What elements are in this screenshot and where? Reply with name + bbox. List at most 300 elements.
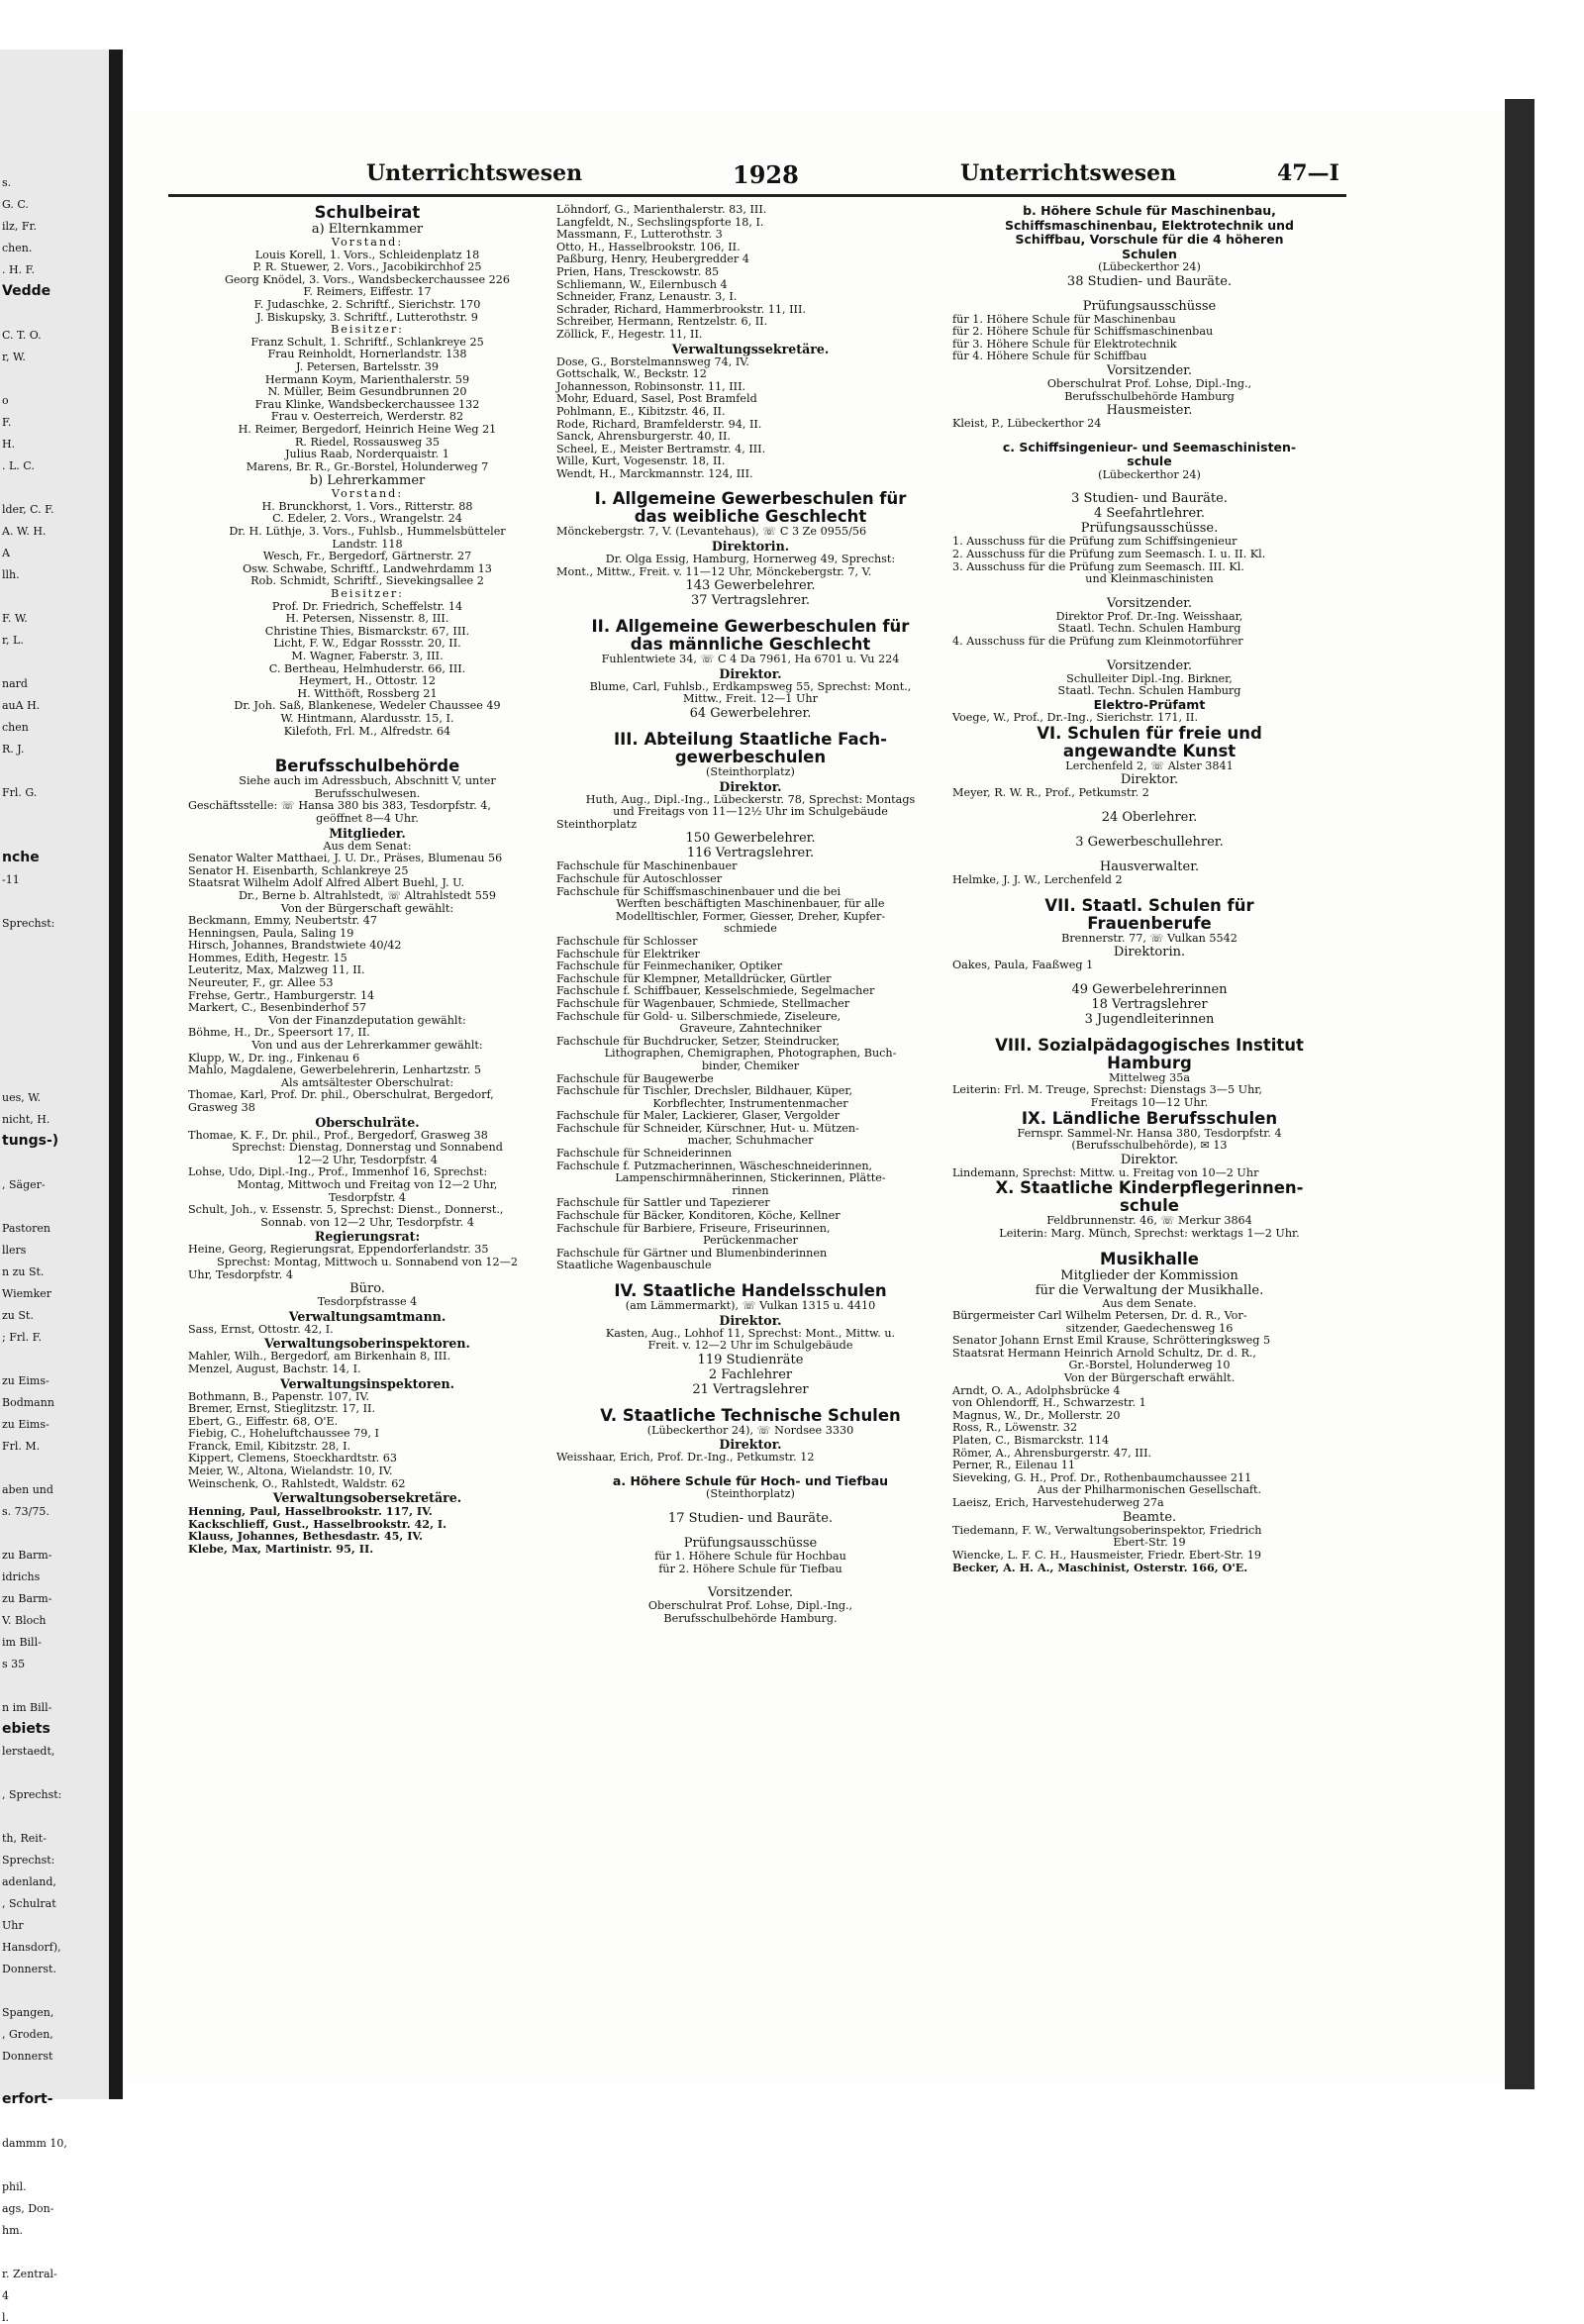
text-line: Franz Schult, 1. Schriftf., Schlankreye 25 [250,335,484,349]
text-line: Senator Johann Ernst Emil Krause, Schrötteringksweg 5 [952,1334,1271,1348]
text-line: Staatsrat Hermann Heinrich Arnold Schultz, Dr. d. R., [952,1346,1256,1360]
facing-page-fragment: n im Bill- [2,1701,52,1714]
section-heading: Direktor. [719,1312,782,1328]
text-line: F. Reimers, Eiffestr. 17 [303,285,432,299]
text-line: Lindemann, Sprechst: Mittw. u. Freitag von 10—2 Uhr [952,1165,1259,1179]
facing-page-fragment: 4 [2,2289,9,2302]
section-heading: Elektro-Prüfamt [1093,696,1206,712]
text-line: Wendt, H., Marckmannstr. 124, III. [556,466,753,480]
text-line: Fachschule für Schiffsmaschinenbauer und die bei [556,884,842,898]
text-line: Mont., Mittw., Freit. v. 11—12 Uhr, Mönckebergstr. 7, V. [556,564,872,578]
section-heading: Schulen [1122,246,1177,261]
text-line: Wille, Kurt, Vogesenstr. 18, II. [556,455,726,468]
text-line: Hommes, Edith, Hegestr. 15 [188,951,347,964]
facing-page-fragment: C. T. O. [2,329,42,342]
text-line: H. Brunckhorst, 1. Vors., Ritterstr. 88 [261,499,473,513]
text-line: Lithographen, Chemigraphen, Photographen, Buch- [604,1047,897,1061]
text-line: geöffnet 8—4 Uhr. [316,811,419,825]
text-line: Von der Bürgerschaft gewählt: [280,901,454,915]
text-line: Frau Klinke, Wandsbeckerchaussee 132 [254,397,480,411]
text-line: Beisitzer: [331,587,404,601]
text-line: Dr. H. Lüthje, 3. Vors., Fuhlsb., Hummelsbütteler [229,525,506,539]
section-heading: Hamburg [1107,1053,1192,1072]
section-heading: Direktor. [719,778,782,794]
text-line: Johannesson, Robinsonstr. 11, III. [556,379,746,393]
facing-page-fragment: llh. [2,568,20,581]
text-line: 150 Gewerbelehrer. [685,831,816,847]
text-line: für 2. Höhere Schule für Schiffsmaschinenbau [952,325,1214,339]
text-line: (Lübeckerthor 24), ☏ Nordsee 3330 [646,1423,854,1437]
facing-page-fragment: -11 [2,873,20,886]
spacer [952,649,1346,658]
text-line: 64 Gewerbelehrer. [689,706,812,722]
text-line: Pohlmann, E., Kibitzstr. 46, II. [556,404,726,418]
text-line: Arndt, O. A., Adolphsbrücke 4 [952,1383,1121,1397]
facing-page-fragment: ; Frl. F. [2,1331,43,1344]
text-line: Berufsschulbehörde Hamburg. [663,1611,838,1625]
text-line: Rode, Richard, Bramfelderstr. 94, II. [556,417,762,431]
section-heading: Oberschulräte. [315,1114,420,1130]
text-line: 17 Studien- und Bauräte. [667,1511,834,1527]
text-line: für die Verwaltung der Musikhalle. [1035,1282,1264,1298]
text-line: Franck, Emil, Kibitzstr. 28, I. [188,1439,351,1453]
text-line: Fachschule f. Schiffbauer, Kesselschmiede, Segelmacher [556,984,875,998]
facing-page-fragment: Frl. G. [2,786,38,799]
text-line: Prien, Hans, Tresckowstr. 85 [556,264,720,278]
text-line: Fachschule für Gold- u. Silberschmiede, Ziseleure, [556,1009,842,1023]
section-heading: Regierungsrat: [314,1229,421,1245]
text-line: Markert, C., Besenbinderhof 57 [188,1001,367,1015]
text-line: Modelltischler, Former, Giesser, Dreher, Kupfer- [615,909,886,923]
facing-page-fragment: l. [2,2311,10,2324]
text-line: Fachschule für Sattler und Tapezierer [556,1196,770,1210]
text-line: Dose, G., Borstelmannsweg 74, IV. [556,354,749,368]
text-line: für 2. Höhere Schule für Tiefbau [658,1562,842,1575]
spacer [952,1241,1346,1251]
text-line: Kackschlieff, Gust., Hasselbrookstr. 42, I. [188,1516,446,1531]
text-line: für 3. Höhere Schule für Elektrotechnik [952,337,1177,351]
text-line: W. Hintmann, Alardusstr. 15, I. [280,711,454,725]
text-line: Otto, H., Hasselbrookstr. 106, II. [556,240,741,253]
facing-page-fragment: lerstaedt, [2,1745,55,1758]
text-line: Vorsitzender. [1106,595,1193,611]
text-line: Rob. Schmidt, Schriftf., Sievekingsallee 2 [250,574,484,588]
text-line: Korbflechter, Instrumentenmacher [652,1096,848,1110]
text-line: (Lübeckerthor 24) [1098,467,1201,481]
text-line: Mittw., Freit. 12—1 Uhr [683,692,818,706]
text-line: Sonnab. von 12—2 Uhr, Tesdorpfstr. 4 [260,1215,474,1229]
text-line: Tesdorpfstr. 4 [328,1190,407,1204]
text-line: Schliemann, W., Eilernbusch 4 [556,277,728,291]
text-line: Thomae, K. F., Dr. phil., Prof., Bergedorf, Grasweg 38 [188,1128,488,1142]
text-line: Hirsch, Johannes, Brandstwiete 40/42 [188,939,402,953]
page-number: 47—I [1277,160,1339,186]
column-left [188,204,546,1556]
text-line: Thomae, Karl, Prof. Dr. phil., Oberschulrat, Bergedorf, [188,1088,494,1102]
text-line: Leiterin: Marg. Münch, Sprechst: werktags 1—2 Uhr. [999,1226,1300,1240]
text-line: Becker, A. H. A., Maschinist, Osterstr. 166, O'E. [952,1561,1248,1575]
text-line: Dr. Joh. Saß, Blankenese, Wedeler Chaussee 49 [234,699,501,713]
text-line: H. Petersen, Nissenstr. 8, III. [285,612,449,626]
text-line: M. Wagner, Faberstr. 3, III. [291,650,444,662]
text-line: Weisshaar, Erich, Prof. Dr.-Ing., Petkumstr. 12 [556,1451,815,1465]
text-line: binder, Chemiker [701,1059,800,1072]
header-rule [168,194,1346,197]
text-line: Sieveking, G. H., Prof. Dr., Rothenbaumchaussee 211 [952,1470,1252,1484]
text-line: Berufsschulbehörde Hamburg [1064,389,1235,403]
text-line: C. Edeler, 2. Vors., Wrangelstr. 24 [272,512,462,526]
text-line: Sprechst: Montag, Mittwoch u. Sonnabend von 12—2 [217,1255,518,1268]
spacer [556,1526,944,1536]
text-line: Beckmann, Emmy, Neubertstr. 47 [188,914,377,928]
text-line: Steinthorplatz [556,817,638,831]
section-heading: Schiffsmaschinenbau, Elektrotechnik und [1004,217,1294,233]
text-line: Fachschule für Autoschlosser [556,872,723,885]
text-line: Fachschule für Maschinenbauer [556,859,738,873]
text-line: Von der Bürgerschaft erwählt. [1063,1371,1236,1385]
text-line: (Berufsschulbehörde), ✉ 13 [1071,1139,1228,1153]
text-line: Lampenschirmnäherinnen, Stickerinnen, Plätte- [615,1171,886,1185]
text-line: Direktorin. [1113,945,1186,960]
facing-page-fragment: tungs-) [2,1133,59,1149]
text-line: Louis Korell, 1. Vors., Schleidenplatz 18 [254,248,480,261]
facing-page-fragment: nche [2,850,40,865]
text-line: Direktor Prof. Dr.-Ing. Weisshaar, [1055,609,1243,623]
facing-page-fragment: . H. F. [2,263,35,276]
facing-page-fragment: r, L. [2,634,24,647]
text-line: F. Judaschke, 2. Schriftf., Sierichstr. 170 [253,297,481,311]
text-line: Direktor. [1120,772,1179,788]
facing-page-fragment: Bodmann [2,1396,54,1409]
text-line: b) Lehrerkammer [309,473,426,489]
text-line: Böhme, H., Dr., Speersort 17, II. [188,1026,370,1040]
text-line: P. R. Stuewer, 2. Vors., Jacobikirchhof 25 [252,260,482,274]
text-line: für 1. Höhere Schule für Hochbau [654,1550,846,1564]
spacer [952,586,1346,596]
text-line: Werften beschäftigten Maschinenbauer, für alle [616,897,885,911]
spacer [556,1501,944,1511]
text-line: Klauss, Johannes, Bethesdastr. 45, IV. [188,1529,424,1544]
text-line: Fernspr. Sammel-Nr. Hansa 380, Tesdorpfstr. 4 [1017,1126,1282,1140]
spacer [952,481,1346,491]
scan-margin-top [0,0,1584,50]
text-line: Marens, Br. R., Gr.-Borstel, Holunderweg 7 [246,459,489,473]
text-line: Frau v. Oesterreich, Werderstr. 82 [270,410,464,424]
text-line: Gottschalk, W., Beckstr. 12 [556,367,707,381]
text-line: Aus dem Senate. [1102,1296,1197,1310]
text-line: und Kleinmaschinisten [1085,572,1214,586]
text-line: Vorstand: [331,236,404,249]
text-line: Von und aus der Lehrerkammer gewählt: [251,1039,483,1053]
header-left-title: Unterrichtswesen [366,160,583,186]
section-heading: I. Allgemeine Gewerbeschulen für [594,489,907,509]
text-line: H. Witthöft, Rossberg 21 [297,686,438,700]
text-line: Fachschule f. Putzmacherinnen, Wäscheschneiderinnen, [556,1159,873,1172]
text-line: 3 Gewerbeschullehrer. [1075,834,1224,850]
text-line: 116 Vertragslehrer. [686,846,815,861]
text-line: Schulleiter Dipl.-Ing. Birkner, [1066,671,1233,685]
column-middle [556,204,944,1625]
text-line: Helmke, J. J. W., Lerchenfeld 2 [952,872,1123,886]
text-line: Heine, Georg, Regierungsrat, Eppendorferlandstr. 35 [188,1243,489,1257]
text-line: Ross, R., Löwenstr. 32 [952,1421,1078,1435]
text-line: Beamte. [1122,1509,1177,1525]
spacer [952,850,1346,859]
facing-page-fragment: V. Bloch [2,1614,47,1627]
facing-page-fragment: idrichs [2,1570,41,1583]
facing-page-fragment: s 35 [2,1658,26,1670]
facing-page-fragment: zu Barm- [2,1549,52,1562]
section-heading: Verwaltungsamtmann. [288,1308,446,1324]
facing-page-fragment: zu Barm- [2,1592,52,1605]
text-line: Staatsrat Wilhelm Adolf Alfred Albert Buehl, J. U. [188,876,465,890]
text-line: Menzel, August, Bachstr. 14, I. [188,1362,361,1375]
facing-page-fragment: zu St. [2,1309,34,1322]
text-line: (am Lämmermarkt), ☏ Vulkan 1315 u. 4410 [625,1299,876,1312]
facing-page-fragment: , Schulrat [2,1897,56,1910]
text-line: Hausverwalter. [1099,859,1200,874]
text-line: Direktor. [1120,1152,1179,1167]
text-line: (Lübeckerthor 24) [1098,260,1201,273]
text-line: Fachschule für Barbiere, Friseure, Friseurinnen, [556,1221,831,1235]
text-line: J. Petersen, Bartelsstr. 39 [296,359,439,373]
text-line: Lohse, Udo, Dipl.-Ing., Prof., Immenhof 16, Sprechst: [188,1165,488,1179]
text-line: R. Riedel, Rossausweg 35 [294,435,441,449]
text-line: Fachschule für Wagenbauer, Schmiede, Stellmacher [556,996,850,1010]
facing-page-fragment: nard [2,677,28,690]
text-line: Hermann Koym, Marienthalerstr. 59 [264,372,470,386]
facing-page-fragment: dammm 10, [2,2137,67,2150]
facing-page-fragment: r. Zentral- [2,2268,57,2280]
section-heading: IX. Ländliche Berufsschulen [1021,1108,1278,1128]
text-line: Gr.-Borstel, Holunderweg 10 [1068,1359,1231,1372]
facing-page-fragment: R. J. [2,743,25,756]
facing-page-fragment: im Bill- [2,1636,42,1649]
section-heading: VIII. Sozialpädagogisches Institut [995,1035,1304,1055]
text-line: Fachschule für Schneider, Kürschner, Hut- u. Mützen- [556,1121,859,1135]
text-line: Vorsitzender. [1106,362,1193,378]
text-line: 12—2 Uhr, Tesdorpfstr. 4 [296,1153,439,1166]
section-heading: Verwaltungssekretäre. [671,341,830,356]
text-line: Klebe, Max, Martinistr. 95, II. [188,1542,374,1557]
facing-page-fragment: s. [2,176,12,189]
text-line: Schult, Joh., v. Essenstr. 5, Sprechst: Dienst., Donnerst., [188,1203,504,1217]
facing-page-fragment: Hansdorf), [2,1941,61,1954]
text-line: schmiede [724,922,777,936]
text-line: Mahler, Wilh., Bergedorf, am Birkenhain 8, III. [188,1350,451,1364]
spacer [556,1575,944,1585]
text-line: Fachschule für Gärtner und Blumenbinderinnen [556,1246,828,1260]
text-line: Montag, Mittwoch und Freitag von 12—2 Uhr, [237,1177,498,1191]
text-line: 24 Oberlehrer. [1101,809,1198,825]
section-heading: c. Schiffsingenieur- und Seemaschinisten- [1002,439,1297,455]
text-line: 37 Vertragslehrer. [690,593,810,609]
facing-page-fragment: , Sprechst: [2,1788,62,1801]
text-line: Staatl. Techn. Schulen Hamburg [1057,622,1241,636]
facing-page-fragment: chen. [2,242,33,254]
facing-page-fragment: ilz, Fr. [2,220,38,233]
section-heading: Verwaltungsoberinspektoren. [264,1336,470,1352]
facing-page-fragment: G. C. [2,198,29,211]
text-line: Lerchenfeld 2, ☏ Alster 3841 [1065,758,1234,772]
text-line: Löhndorf, G., Marienthalerstr. 83, III. [556,203,767,216]
text-line: Tesdorpfstrasse 4 [317,1295,418,1309]
section-heading: Direktorin. [711,539,790,555]
text-line: Mitglieder der Kommission [1060,1267,1238,1283]
text-line: 49 Gewerbelehrerinnen [1071,981,1228,997]
text-line: 3. Ausschuss für die Prüfung zum Seemasch. III. Kl. [952,559,1244,573]
text-line: Dr. Olga Essig, Hamburg, Hornerweg 49, Sprechst: [605,553,896,566]
text-line: H. Reimer, Bergedorf, Heinrich Heine Weg 21 [238,422,497,436]
text-line: Mohr, Eduard, Sasel, Post Bramfeld [556,392,757,406]
text-line: Kasten, Aug., Lohhof 11, Sprechst: Mont., Mittw. u. [605,1326,896,1340]
column-right [952,204,1346,1574]
text-line: Landstr. 118 [332,537,403,551]
text-line: 21 Vertragslehrer [692,1381,809,1397]
text-line: Prof. Dr. Friedrich, Scheffelstr. 14 [271,599,463,613]
text-line: Fachschule für Baugewerbe [556,1071,714,1085]
facing-page-fragment: ebiets [2,1721,50,1737]
text-line: C. Bertheau, Helmhuderstr. 66, III. [268,661,466,675]
text-line: Als amtsältester Oberschulrat: [280,1075,454,1089]
facing-page-fragment: Sprechst: [2,1854,55,1867]
text-line: Graveure, Zahntechniker [679,1022,822,1036]
facing-page-fragment: th, Reit- [2,1832,47,1845]
text-line: 38 Studien- und Bauräte. [1066,273,1233,289]
facing-page-fragment: auA H. [2,699,41,712]
text-line: Meyer, R. W. R., Prof., Petkumstr. 2 [952,786,1149,800]
text-line: und Freitags von 11—12½ Uhr im Schulgebäude [613,805,888,819]
section-heading: angewandte Kunst [1062,741,1237,760]
text-line: Vorstand: [331,487,404,501]
text-line: (Steinthorplatz) [706,1487,795,1501]
text-line: Neureuter, F., gr. Allee 53 [188,976,334,990]
text-line: Bürgermeister Carl Wilhelm Petersen, Dr. d. R., Vor- [952,1309,1247,1323]
section-heading: das weibliche Geschlecht [634,507,867,527]
text-line: Paßburg, Henry, Heubergredder 4 [556,253,749,266]
text-line: Perückenmacher [703,1234,798,1248]
text-line: Sass, Ernst, Ottostr. 42, I. [188,1322,334,1336]
text-line: Oberschulrat Prof. Lohse, Dipl.-Ing., [647,1599,853,1613]
text-line: Tiedemann, F. W., Verwaltungsoberinspektor, Friedrich [952,1523,1262,1537]
text-line: Weinschenk, O., Rahlstedt, Waldstr. 62 [188,1476,406,1490]
text-line: Brennerstr. 77, ☏ Vulkan 5542 [1061,931,1238,945]
facing-page-fragment: Donnerst [2,2050,53,2063]
text-line: Beisitzer: [331,323,404,337]
text-line: Huth, Aug., Dipl.-Ing., Lübeckerstr. 78, Sprechst: Montags [585,792,916,806]
facing-page-fragment: s. 73/75. [2,1505,50,1518]
text-line: Feldbrunnenstr. 46, ☏ Merkur 3864 [1046,1214,1252,1228]
text-line: Uhr, Tesdorpfstr. 4 [188,1267,293,1281]
text-line: Kilefoth, Frl. M., Alfredstr. 64 [283,724,451,738]
text-line: Mönckebergstr. 7, V. (Levantehaus), ☏ C 3 Ze 0955/56 [556,525,867,539]
text-line: Ebert, G., Eiffestr. 68, O'E. [188,1414,339,1428]
facing-page-fragment: , Groden, [2,2028,53,2041]
text-line: rinnen [732,1183,769,1197]
facing-page-fragment: Wiemker [2,1287,52,1300]
section-heading: Mitglieder. [329,825,406,841]
text-line: Staatliche Wagenbauschule [556,1259,712,1272]
text-line: Meier, W., Altona, Wielandstr. 10, IV. [188,1465,393,1478]
text-line: Klupp, W., Dr. ing., Finkenau 6 [188,1051,360,1064]
text-line: Fachschule für Buchdrucker, Setzer, Steindrucker, [556,1034,841,1048]
section-heading: Verwaltungsobersekretäre. [272,1490,462,1506]
spacer [952,289,1346,299]
text-line: Langfeldt, N., Sechslingspforte 18, I. [556,215,764,229]
text-line: Licht, F. W., Edgar Rossstr. 20, II. [273,637,461,651]
spacer [952,825,1346,835]
facing-page-fragment: phil. [2,2180,27,2193]
section-heading: Verwaltungsinspektoren. [279,1375,455,1391]
section-heading: III. Abteilung Staatliche Fach- [614,730,887,750]
facing-page-fragment: hm. [2,2224,24,2237]
text-line: Fuhlentwiete 34, ☏ C 4 Da 7961, Ha 6701 u. Vu 224 [601,653,900,666]
text-line: Fachschule für Feinmechaniker, Optiker [556,960,783,973]
facing-page-fragment: llers [2,1244,27,1257]
text-line: Siehe auch im Adressbuch, Abschnitt V, unter [239,774,496,788]
facing-page-fragment: chen [2,721,29,734]
text-line: Fachschule für Elektriker [556,947,700,960]
spacer [952,800,1346,810]
text-line: Sprechst: Dienstag, Donnerstag und Sonnabend [232,1141,503,1155]
text-line: für 4. Höhere Schule für Schiffbau [952,350,1147,363]
text-line: Fachschule für Klempner, Metalldrücker, Gürtler [556,971,832,985]
text-line: 4 Seefahrtlehrer. [1093,506,1206,522]
text-line: für 1. Höhere Schule für Maschinenbau [952,312,1176,326]
text-line: Frau Reinholdt, Hornerlandstr. 138 [267,348,467,361]
text-line: Fiebig, C., Hoheluftchaussee 79, I [188,1427,379,1441]
section-heading: Berufsschulbehörde [274,757,460,776]
text-line: Platen, C., Bismarckstr. 114 [952,1434,1110,1448]
text-line: Grasweg 38 [188,1101,255,1114]
section-heading: Frauenberufe [1087,913,1212,933]
section-heading: Direktor. [719,665,782,681]
section-heading: II. Allgemeine Gewerbeschulen für [591,617,910,637]
facing-page-fragment: Uhr [2,1919,24,1932]
header-right-title: Unterrichtswesen [960,160,1177,186]
text-line: 3 Jugendleiterinnen [1084,1011,1215,1027]
text-line: Fachschule für Schlosser [556,934,698,948]
section-heading: b. Höhere Schule für Maschinenbau, [1023,203,1276,218]
text-line: Staatl. Techn. Schulen Hamburg [1057,684,1241,698]
text-line: Dr., Berne b. Altrahlstedt, ☏ Altrahlstedt 559 [238,888,497,902]
section-heading: schule [1120,1196,1179,1216]
text-line: Senator H. Eisenbarth, Schlankreye 25 [188,863,409,877]
facing-page-fragment: ags, Don- [2,2202,54,2215]
facing-page-fragment: o [2,394,9,407]
text-line: Schneider, Franz, Lenaustr. 3, I. [556,290,738,304]
text-line: Leiterin: Frl. M. Treuge, Sprechst: Dienstags 3—5 Uhr, [952,1083,1262,1097]
text-line: Senator Walter Matthaei, J. U. Dr., Präses, Blumenau 56 [188,852,503,865]
book-gutter [109,50,123,2099]
text-line: N. Müller, Beim Gesundbrunnen 20 [267,385,467,399]
facing-page-fragment: A. W. H. [2,525,47,538]
text-line: Mahlo, Magdalene, Gewerbelehrerin, Lenhartzstr. 5 [188,1063,481,1077]
text-line: Magnus, W., Dr., Mollerstr. 20 [952,1408,1121,1422]
text-line: Laeisz, Erich, Harvestehuderweg 27a [952,1496,1164,1509]
text-line: Wiencke, L. F. C. H., Hausmeister, Friedr. Ebert-Str. 19 [952,1548,1262,1562]
section-heading: X. Staatliche Kinderpflegerinnen- [995,1178,1304,1198]
section-heading: VI. Schulen für freie und [1037,723,1262,743]
text-line: Scheel, E., Meister Bertramstr. 4, III. [556,442,766,455]
text-line: Berufsschulwesen. [314,786,421,800]
section-heading: V. Staatliche Technische Schulen [600,1405,901,1425]
text-line: 119 Studienräte [697,1352,804,1367]
text-line: macher, Schuhmacher [687,1134,814,1148]
text-line: Georg Knödel, 3. Vors., Wandsbeckerchaussee 226 [225,272,510,286]
scan-border-right [1505,99,1534,2089]
text-line: Osw. Schwabe, Schriftf., Landwehrdamm 13 [243,561,492,575]
